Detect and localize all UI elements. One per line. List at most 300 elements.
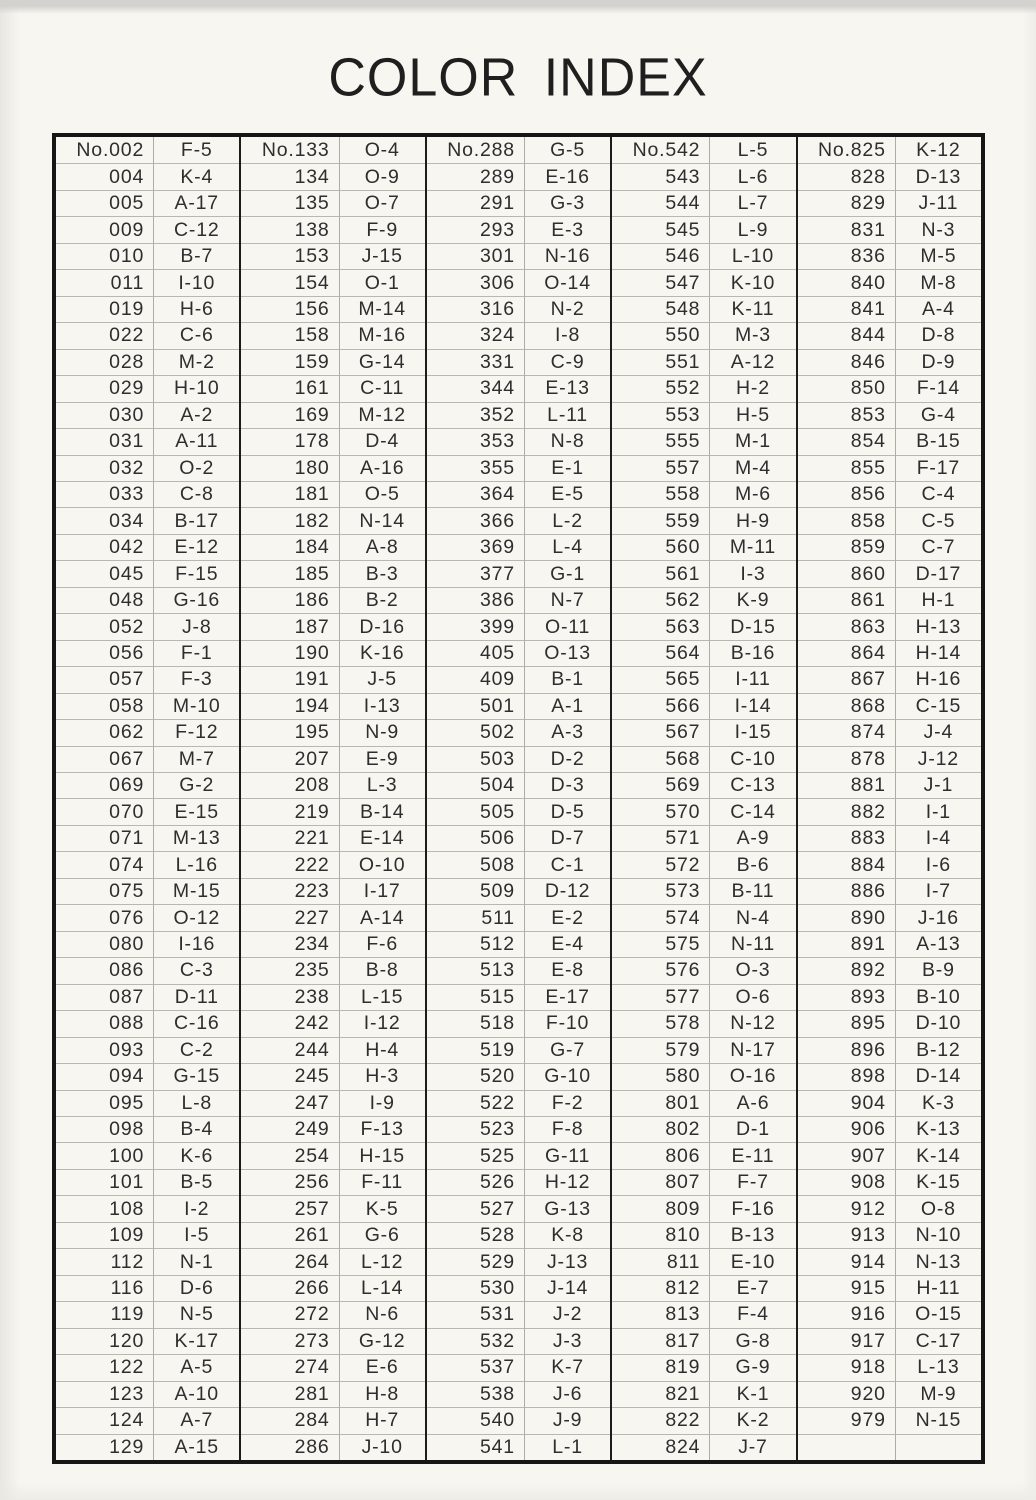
grid-ref-cell: D-7 [525,825,610,851]
color-number-cell: 364 [427,481,525,507]
grid-ref-cell: O-5 [340,481,425,507]
grid-ref-cell: L-9 [710,216,795,242]
grid-ref-cell: B-8 [340,957,425,983]
color-number-cell: 529 [427,1248,525,1274]
grid-ref-cell: C-2 [154,1037,239,1063]
grid-ref-cell: A-16 [340,455,425,481]
color-number-cell: 908 [798,1169,896,1195]
grid-ref-cell: K-4 [154,163,239,189]
color-number-cell: 546 [612,243,710,269]
color-number-cell: 227 [241,904,339,930]
grid-ref-cell: G-7 [525,1037,610,1063]
grid-ref-cell: E-2 [525,904,610,930]
color-number-cell: 223 [241,878,339,904]
grid-ref-cell: C-6 [154,322,239,348]
grid-ref-cell: E-9 [340,746,425,772]
grid-ref-cell: J-5 [340,666,425,692]
index-column-group-4 [610,137,795,1460]
grid-ref-cell: L-15 [340,984,425,1010]
grid-ref-cell: L-4 [525,534,610,560]
color-number-cell: 244 [241,1037,339,1063]
grid-ref-cell: A-6 [710,1090,795,1116]
color-number-cell: 331 [427,349,525,375]
color-number-cell: 108 [56,1195,154,1221]
grid-ref-cell: K-8 [525,1222,610,1248]
color-number-cell: 893 [798,984,896,1010]
grid-ref-cell: G-16 [154,587,239,613]
color-number-cell: 520 [427,1063,525,1089]
color-number-cell: 010 [56,243,154,269]
grid-ref-cell: J-6 [525,1381,610,1407]
grid-ref-cell: M-14 [340,296,425,322]
grid-ref-cell: C-11 [340,375,425,401]
grid-ref-cell: H-16 [896,666,981,692]
grid-ref-cell: O-8 [896,1195,981,1221]
color-number-cell: 570 [612,798,710,824]
index-column-group-5 [796,137,981,1460]
color-number-cell: 523 [427,1116,525,1142]
color-number-cell: 566 [612,693,710,719]
color-number-cell: 809 [612,1195,710,1221]
color-number-cell: 219 [241,798,339,824]
grid-ref-cell: C-8 [154,481,239,507]
grid-ref-cell: K-9 [710,587,795,613]
grid-ref-cell: H-14 [896,640,981,666]
color-number-cell: 543 [612,163,710,189]
grid-ref-cell: D-15 [710,613,795,639]
color-number-cell: 182 [241,507,339,533]
color-number-cell: 895 [798,1010,896,1036]
color-number-cell: 062 [56,719,154,745]
color-number-cell: 161 [241,375,339,401]
grid-ref-cell: O-13 [525,640,610,666]
grid-ref-cell: J-11 [896,190,981,216]
color-number-cell: 555 [612,428,710,454]
grid-ref-cell: G-14 [340,349,425,375]
grid-ref-cell: I-16 [154,931,239,957]
grid-ref-cell: G-3 [525,190,610,216]
color-number-cell: 890 [798,904,896,930]
grid-ref-cell: F-3 [154,666,239,692]
grid-ref-cell: G-8 [710,1328,795,1354]
color-number-cell: 522 [427,1090,525,1116]
color-number-cell: 185 [241,560,339,586]
color-number-cell: 502 [427,719,525,745]
grid-ref-cell: N-1 [154,1248,239,1274]
grid-ref-cell: H-6 [154,296,239,322]
color-number-cell: 129 [56,1434,154,1460]
color-number-cell: 153 [241,243,339,269]
grid-ref-cell: C-15 [896,693,981,719]
grid-ref-cell: O-11 [525,613,610,639]
color-number-cell: 112 [56,1248,154,1274]
grid-ref-cell: K-11 [710,296,795,322]
color-number-cell: 261 [241,1222,339,1248]
color-number-cell: 234 [241,931,339,957]
grid-ref-cell: K-10 [710,269,795,295]
color-number-cell: 817 [612,1328,710,1354]
grid-ref-cell: B-17 [154,507,239,533]
grid-ref-cell: O-4 [364,138,400,161]
color-number-cell: 861 [798,587,896,613]
color-index-table [52,133,985,1464]
color-number-cell: 366 [427,507,525,533]
color-number-cell: 916 [798,1301,896,1327]
color-number-cell: 575 [612,931,710,957]
color-number-cell: 274 [241,1354,339,1380]
color-number-cell: 836 [798,243,896,269]
grid-ref-cell: F-14 [896,375,981,401]
color-number-cell: 286 [241,1434,339,1460]
color-number-cell: 501 [427,693,525,719]
grid-ref-cell: N-15 [896,1407,981,1433]
grid-ref-cell: F-11 [340,1169,425,1195]
grid-ref-cell: F-2 [525,1090,610,1116]
color-number-cell: 169 [241,402,339,428]
grid-ref-cell: E-11 [710,1142,795,1168]
color-number-cell: 221 [241,825,339,851]
color-number-cell: 069 [56,772,154,798]
color-number-cell: 511 [427,904,525,930]
grid-ref-cell: H-13 [896,613,981,639]
grid-ref-cell: D-2 [525,746,610,772]
grid-ref-cell: M-2 [154,349,239,375]
color-number-cell: 284 [241,1407,339,1433]
grid-ref-cell: H-1 [896,587,981,613]
color-number-cell: 918 [798,1354,896,1380]
grid-ref-cell: H-7 [340,1407,425,1433]
color-number-cell: 548 [612,296,710,322]
color-number-cell: 822 [612,1407,710,1433]
color-number-cell: 004 [56,163,154,189]
grid-ref-cell: C-16 [154,1010,239,1036]
grid-ref-cell: F-7 [710,1169,795,1195]
color-number-cell: 878 [798,746,896,772]
color-number-cell: 912 [798,1195,896,1221]
grid-ref-cell: F-12 [154,719,239,745]
grid-ref-cell: O-15 [896,1301,981,1327]
color-number-cell: 353 [427,428,525,454]
grid-ref-cell: A-4 [896,296,981,322]
color-number-cell: 293 [427,216,525,242]
color-number-cell: 812 [612,1275,710,1301]
color-number-cell: 156 [241,296,339,322]
grid-ref-cell: A-15 [154,1434,239,1460]
color-number-cell: 540 [427,1407,525,1433]
grid-ref-cell: M-9 [896,1381,981,1407]
grid-ref-cell: J-10 [340,1434,425,1460]
grid-ref-cell: D-16 [340,613,425,639]
color-number-cell: 513 [427,957,525,983]
color-number-cell: 289 [427,163,525,189]
color-number-cell: 841 [798,296,896,322]
color-number-cell: 892 [798,957,896,983]
grid-ref-cell: B-2 [340,587,425,613]
grid-ref-cell: O-7 [340,190,425,216]
color-number-cell: 005 [56,190,154,216]
color-number-cell: 860 [798,560,896,586]
grid-ref-cell: I-17 [340,878,425,904]
grid-ref-cell: B-6 [710,851,795,877]
grid-ref-cell: L-8 [154,1090,239,1116]
grid-ref-cell: I-8 [525,322,610,348]
grid-ref-cell: O-6 [710,984,795,1010]
color-number-cell: 124 [56,1407,154,1433]
color-number-cell: 868 [798,693,896,719]
color-number-cell: 824 [612,1434,710,1460]
color-number-cell: 186 [241,587,339,613]
grid-ref-cell: M-8 [896,269,981,295]
color-number-cell: 187 [241,613,339,639]
grid-ref-cell: L-16 [154,851,239,877]
grid-ref-cell: G-6 [340,1222,425,1248]
grid-ref-cell: D-12 [525,878,610,904]
grid-ref-cell: L-12 [340,1248,425,1274]
color-number-cell: 191 [241,666,339,692]
color-number-cell: 249 [241,1116,339,1142]
grid-ref-cell: D-13 [896,163,981,189]
grid-ref-cell: B-12 [896,1037,981,1063]
color-number-cell: 828 [798,163,896,189]
color-number-cell: 537 [427,1354,525,1380]
color-number-cell: 518 [427,1010,525,1036]
color-number-cell: 019 [56,296,154,322]
grid-ref-cell: C-4 [896,481,981,507]
color-number-cell: 076 [56,904,154,930]
color-number-cell: 559 [612,507,710,533]
color-number-cell: 544 [612,190,710,216]
color-number-cell: 531 [427,1301,525,1327]
grid-ref-cell: I-13 [340,693,425,719]
color-number-cell: 070 [56,798,154,824]
grid-ref-cell: D-4 [340,428,425,454]
grid-ref-cell: D-8 [896,322,981,348]
color-number-cell: 257 [241,1195,339,1221]
grid-ref-cell: K-13 [896,1116,981,1142]
grid-ref-cell: J-9 [525,1407,610,1433]
color-number-cell: 273 [241,1328,339,1354]
grid-ref-cell: D-14 [896,1063,981,1089]
color-number-cell: 123 [56,1381,154,1407]
color-number-cell: 306 [427,269,525,295]
grid-ref-cell [896,1434,981,1460]
color-number-cell: 576 [612,957,710,983]
color-number-cell: 565 [612,666,710,692]
grid-ref-cell: K-3 [896,1090,981,1116]
color-number-cell: 316 [427,296,525,322]
color-number-cell: 568 [612,746,710,772]
color-number-cell: 801 [612,1090,710,1116]
color-number-cell: 071 [56,825,154,851]
color-number-cell: 504 [427,772,525,798]
color-number-cell: 088 [56,1010,154,1036]
color-number-cell: 409 [427,666,525,692]
color-number-cell: 134 [241,163,339,189]
color-number-cell: 883 [798,825,896,851]
color-number-cell: 009 [56,216,154,242]
grid-ref-cell: L-11 [525,402,610,428]
grid-ref-cell: E-1 [525,455,610,481]
grid-ref-cell: M-15 [154,878,239,904]
grid-ref-cell: E-17 [525,984,610,1010]
grid-ref-cell: I-2 [154,1195,239,1221]
color-number-cell: 854 [798,428,896,454]
color-number-cell: 355 [427,455,525,481]
grid-ref-cell: K-17 [154,1328,239,1354]
color-number-cell: 571 [612,825,710,851]
grid-ref-cell: O-2 [154,455,239,481]
color-number-cell: 067 [56,746,154,772]
grid-ref-cell: B-9 [896,957,981,983]
color-number-cell: 100 [56,1142,154,1168]
color-number-cell: 564 [612,640,710,666]
grid-ref-cell: O-1 [340,269,425,295]
grid-ref-cell: H-8 [340,1381,425,1407]
color-number-cell: 898 [798,1063,896,1089]
color-number-cell: 324 [427,322,525,348]
grid-ref-cell: B-15 [896,428,981,454]
grid-ref-cell: B-16 [710,640,795,666]
grid-ref-cell: H-10 [154,375,239,401]
grid-ref-cell: N-11 [710,931,795,957]
grid-ref-cell: I-6 [896,851,981,877]
grid-ref-cell: N-10 [896,1222,981,1248]
grid-ref-cell: K-5 [340,1195,425,1221]
color-number-cell: 979 [798,1407,896,1433]
grid-ref-cell: E-10 [710,1248,795,1274]
grid-ref-cell: J-1 [896,772,981,798]
color-number-cell: 810 [612,1222,710,1248]
color-number-cell: 352 [427,402,525,428]
color-number-cell: 033 [56,481,154,507]
grid-ref-cell: E-5 [525,481,610,507]
color-number-cell: 045 [56,560,154,586]
page-title: COLOR INDEX [328,47,708,109]
color-number-cell: No.825 [798,137,896,163]
grid-ref-cell: B-14 [340,798,425,824]
grid-ref-cell: C-14 [710,798,795,824]
grid-ref-cell: N-16 [525,243,610,269]
color-number-cell: 829 [798,190,896,216]
grid-ref-cell: O-10 [340,851,425,877]
grid-ref-cell: M-13 [154,825,239,851]
grid-ref-cell: K-7 [525,1354,610,1380]
grid-ref-cell: G-11 [525,1142,610,1168]
color-number-cell: 574 [612,904,710,930]
grid-ref-cell: N-17 [710,1037,795,1063]
color-number-cell: 154 [241,269,339,295]
color-number-cell: 135 [241,190,339,216]
color-number-cell: 272 [241,1301,339,1327]
color-number-cell: 850 [798,375,896,401]
color-number-cell: 057 [56,666,154,692]
grid-ref-cell: H-3 [340,1063,425,1089]
color-number-cell: 813 [612,1301,710,1327]
grid-ref-cell: J-8 [154,613,239,639]
grid-ref-cell: A-14 [340,904,425,930]
grid-ref-cell: D-5 [525,798,610,824]
grid-ref-cell: I-3 [710,560,795,586]
grid-ref-cell: J-3 [525,1328,610,1354]
grid-ref-cell: E-6 [340,1354,425,1380]
color-number-cell: 011 [56,269,154,295]
grid-ref-cell: E-4 [525,931,610,957]
color-number-cell: 029 [56,375,154,401]
grid-ref-cell: N-5 [154,1301,239,1327]
grid-ref-cell: B-7 [154,243,239,269]
color-number-cell: 344 [427,375,525,401]
grid-ref-cell: M-16 [340,322,425,348]
grid-ref-cell: H-9 [710,507,795,533]
grid-ref-cell: I-14 [710,693,795,719]
color-number-cell: 853 [798,402,896,428]
color-number-cell: 056 [56,640,154,666]
grid-ref-cell: M-7 [154,746,239,772]
color-number-cell: 086 [56,957,154,983]
color-number-cell: No.133 [241,137,339,163]
grid-ref-cell: F-8 [525,1116,610,1142]
grid-ref-cell: L-2 [525,507,610,533]
color-number-cell: 884 [798,851,896,877]
color-number-cell: 562 [612,587,710,613]
grid-ref-cell: F-13 [340,1116,425,1142]
grid-ref-cell: A-5 [154,1354,239,1380]
color-number-cell: 119 [56,1301,154,1327]
color-number-cell: 541 [427,1434,525,1460]
index-column-group-3 [425,137,610,1460]
color-number-cell [798,1434,896,1460]
color-number-cell: 022 [56,322,154,348]
grid-ref-cell: N-6 [340,1301,425,1327]
grid-ref-cell: J-15 [340,243,425,269]
grid-ref-cell: L-10 [710,243,795,269]
color-number-cell: 811 [612,1248,710,1274]
color-number-cell: 101 [56,1169,154,1195]
grid-ref-cell: G-4 [896,402,981,428]
color-number-cell: 874 [798,719,896,745]
grid-ref-cell: I-12 [340,1010,425,1036]
color-number-cell: 553 [612,402,710,428]
grid-ref-cell: I-11 [710,666,795,692]
index-column-group-1 [56,137,239,1460]
grid-ref-cell: G-12 [340,1328,425,1354]
color-number-cell: 886 [798,878,896,904]
grid-ref-cell: O-16 [710,1063,795,1089]
color-number-cell: 867 [798,666,896,692]
color-number-cell: 528 [427,1222,525,1248]
color-number-cell: 075 [56,878,154,904]
grid-ref-cell: A-3 [525,719,610,745]
color-number-cell: 859 [798,534,896,560]
grid-ref-cell: H-12 [525,1169,610,1195]
color-number-cell: 855 [798,455,896,481]
color-number-cell: 844 [798,322,896,348]
grid-ref-cell: O-14 [525,269,610,295]
color-number-cell: 242 [241,1010,339,1036]
color-number-cell: No.542 [612,137,710,163]
grid-ref-cell: A-13 [896,931,981,957]
color-number-cell: 881 [798,772,896,798]
grid-ref-cell: A-17 [154,190,239,216]
grid-ref-cell: G-1 [525,560,610,586]
grid-ref-cell: N-12 [710,1010,795,1036]
grid-ref-cell: I-10 [154,269,239,295]
grid-ref-cell: G-9 [710,1354,795,1380]
color-number-cell: 238 [241,984,339,1010]
grid-ref-cell: A-1 [525,693,610,719]
color-number-cell: 580 [612,1063,710,1089]
grid-ref-cell: A-11 [154,428,239,454]
